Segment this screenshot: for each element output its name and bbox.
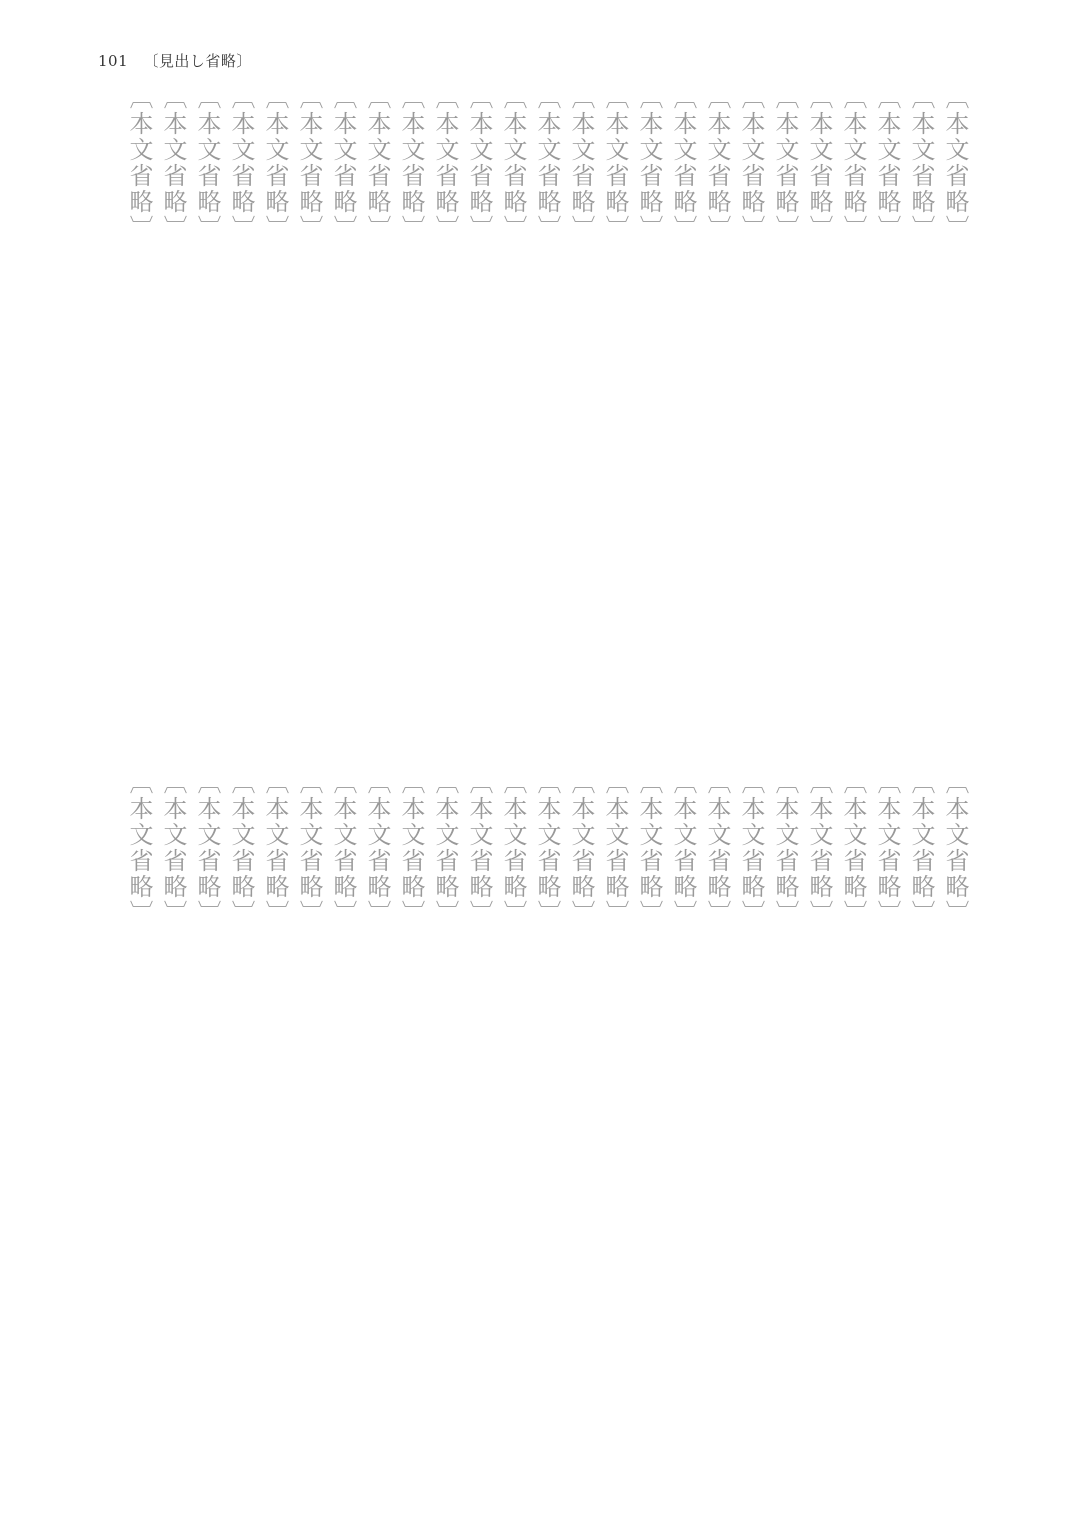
text-column: 〔本文省略〕 bbox=[295, 85, 323, 241]
text-column: 〔本文省略〕 bbox=[533, 85, 561, 241]
text-column: 〔本文省略〕 bbox=[295, 770, 323, 926]
text-column: 〔本文省略〕 bbox=[601, 85, 629, 241]
text-column: 〔本文省略〕 bbox=[601, 770, 629, 926]
running-header bbox=[98, 50, 252, 71]
text-column: 〔本文省略〕 bbox=[363, 770, 391, 926]
text-column: 〔本文省略〕 bbox=[193, 85, 221, 241]
text-column: 〔本文省略〕 bbox=[669, 770, 697, 926]
text-column: 〔本文省略〕 bbox=[329, 770, 357, 926]
text-column: 〔本文省略〕 bbox=[193, 770, 221, 926]
text-column: 〔本文省略〕 bbox=[227, 770, 255, 926]
text-column: 〔本文省略〕 bbox=[771, 770, 799, 926]
text-column: 〔本文省略〕 bbox=[125, 770, 153, 926]
text-column: 〔本文省略〕 bbox=[363, 85, 391, 241]
text-column: 〔本文省略〕 bbox=[397, 85, 425, 241]
running-title: 〔見出し省略〕 bbox=[143, 52, 252, 70]
text-block-bottom bbox=[92, 770, 972, 1420]
text-column: 〔本文省略〕 bbox=[227, 85, 255, 241]
text-column: 〔本文省略〕 bbox=[635, 770, 663, 926]
text-column: 〔本文省略〕 bbox=[873, 770, 901, 926]
text-column: 〔本文省略〕 bbox=[465, 85, 493, 241]
text-column: 〔本文省略〕 bbox=[635, 85, 663, 241]
text-column: 〔本文省略〕 bbox=[261, 770, 289, 926]
text-column: 〔本文省略〕 bbox=[499, 770, 527, 926]
text-column: 〔本文省略〕 bbox=[771, 85, 799, 241]
text-column: 〔本文省略〕 bbox=[465, 770, 493, 926]
text-column: 〔本文省略〕 bbox=[805, 770, 833, 926]
text-column: 〔本文省略〕 bbox=[907, 770, 935, 926]
text-column: 〔本文省略〕 bbox=[805, 85, 833, 241]
text-column: 〔本文省略〕 bbox=[431, 85, 459, 241]
text-column: 〔本文省略〕 bbox=[669, 85, 697, 241]
text-column: 〔本文省略〕 bbox=[125, 85, 153, 241]
text-column: 〔本文省略〕 bbox=[533, 770, 561, 926]
text-column: 〔本文省略〕 bbox=[839, 85, 867, 241]
text-column: 〔本文省略〕 bbox=[737, 770, 765, 926]
text-column: 〔本文省略〕 bbox=[431, 770, 459, 926]
text-column: 〔本文省略〕 bbox=[907, 85, 935, 241]
text-column: 〔本文省略〕 bbox=[499, 85, 527, 241]
text-column: 〔本文省略〕 bbox=[873, 85, 901, 241]
text-column: 〔本文省略〕 bbox=[329, 85, 357, 241]
text-column: 〔本文省略〕 bbox=[941, 770, 969, 926]
text-column: 〔本文省略〕 bbox=[941, 85, 969, 241]
text-column: 〔本文省略〕 bbox=[703, 770, 731, 926]
text-column: 〔本文省略〕 bbox=[703, 85, 731, 241]
page-number: 101 bbox=[98, 52, 129, 70]
text-column: 〔本文省略〕 bbox=[397, 770, 425, 926]
text-column: 〔本文省略〕 bbox=[567, 85, 595, 241]
text-column: 〔本文省略〕 bbox=[567, 770, 595, 926]
text-column: 〔本文省略〕 bbox=[261, 85, 289, 241]
text-column: 〔本文省略〕 bbox=[159, 85, 187, 241]
text-column: 〔本文省略〕 bbox=[159, 770, 187, 926]
text-block-top bbox=[92, 85, 972, 695]
text-column: 〔本文省略〕 bbox=[839, 770, 867, 926]
text-column: 〔本文省略〕 bbox=[737, 85, 765, 241]
